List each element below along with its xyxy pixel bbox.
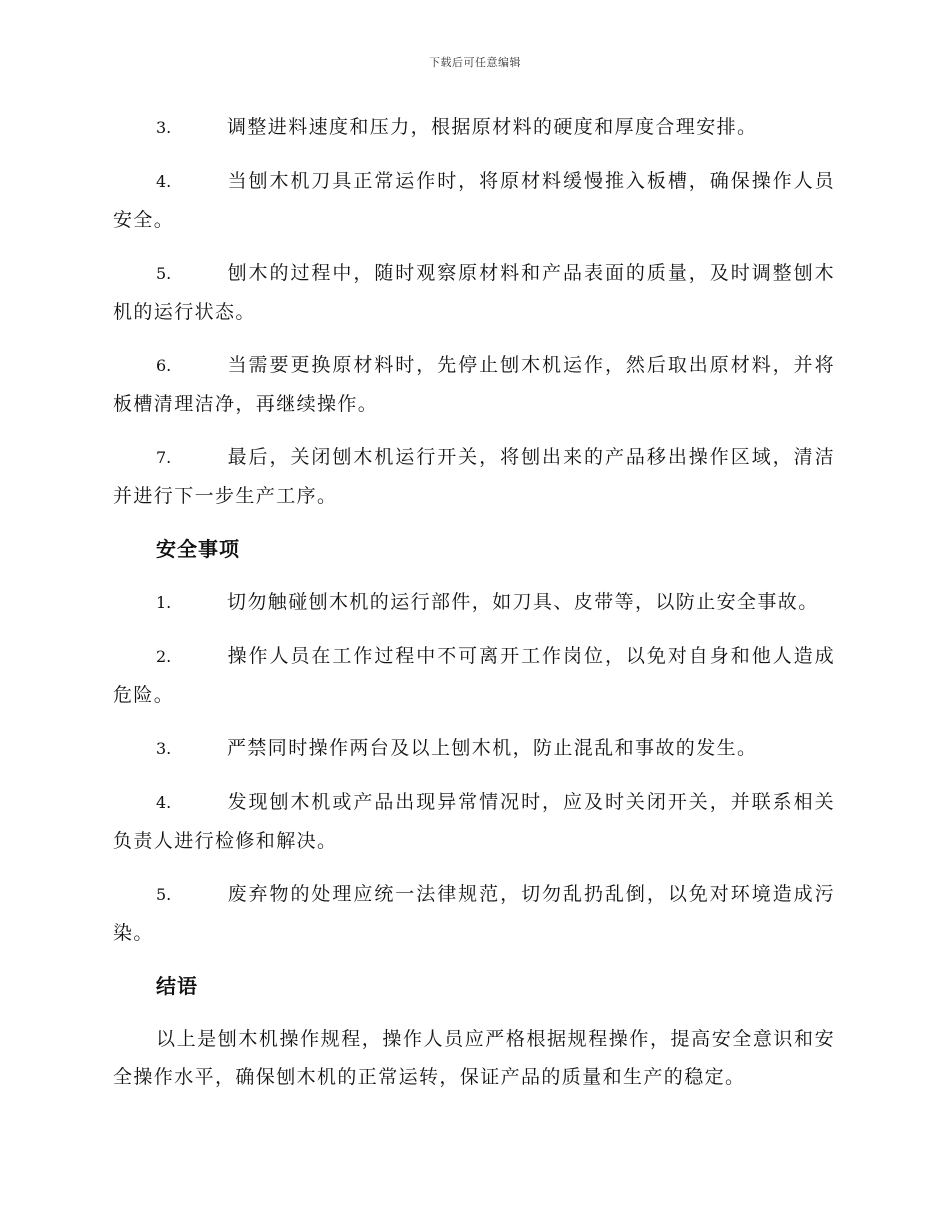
step-item	[113, 108, 835, 147]
safety-item	[113, 783, 835, 860]
safety-number: 1.	[156, 593, 172, 612]
step-text: 当需要更换原材料时，先停止刨木机运作，然后取出原材料，并将板槽清理洁净，再继续操作。	[113, 354, 835, 415]
step-item	[113, 254, 835, 331]
step-text: 刨木的过程中，随时观察原材料和产品表面的质量，及时调整刨木机的运行状态。	[113, 262, 835, 323]
safety-text: 严禁同时操作两台及以上刨木机，防止混乱和事故的发生。	[227, 737, 758, 759]
step-number: 3.	[156, 118, 172, 137]
conclusion-paragraph: 以上是刨木机操作规程，操作人员应严格根据规程操作，提高安全意识和安全操作水平，确保刨木机的正常运转，保证产品的质量和生产的稳定。	[113, 1028, 835, 1088]
section-heading-safety: 安全事项	[156, 537, 240, 561]
safety-text: 废弃物的处理应统一法律规范，切勿乱扔乱倒，以免对环境造成污染。	[113, 883, 835, 944]
step-number: 7.	[156, 448, 172, 467]
page-header: 下载后可任意编辑	[429, 56, 521, 69]
safety-text: 操作人员在工作过程中不可离开工作岗位，以免对自身和他人造成危险。	[113, 645, 835, 706]
document-body	[113, 108, 835, 1096]
safety-item	[113, 729, 835, 768]
safety-number: 5.	[156, 885, 172, 904]
step-item	[113, 438, 835, 515]
safety-text: 发现刨木机或产品出现异常情况时，应及时关闭开关，并联系相关负责人进行检修和解决。	[113, 791, 835, 852]
safety-item	[113, 875, 835, 952]
step-number: 6.	[156, 356, 172, 375]
safety-number: 4.	[156, 793, 172, 812]
step-text: 当刨木机刀具正常运作时，将原材料缓慢推入板槽，确保操作人员安全。	[113, 170, 835, 231]
safety-number: 3.	[156, 739, 172, 758]
safety-item	[113, 583, 835, 622]
safety-item	[113, 637, 835, 714]
step-text: 调整进料速度和压力，根据原材料的硬度和厚度合理安排。	[227, 116, 758, 138]
step-number: 5.	[156, 264, 172, 283]
safety-text: 切勿触碰刨木机的运行部件，如刀具、皮带等，以防止安全事故。	[227, 591, 819, 613]
step-text: 最后，关闭刨木机运行开关，将刨出来的产品移出操作区域，清洁并进行下一步生产工序。	[113, 446, 835, 507]
step-item	[113, 346, 835, 423]
safety-number: 2.	[156, 647, 172, 666]
section-heading-conclusion: 结语	[156, 974, 198, 998]
step-number: 4.	[156, 172, 172, 191]
step-item	[113, 162, 835, 239]
